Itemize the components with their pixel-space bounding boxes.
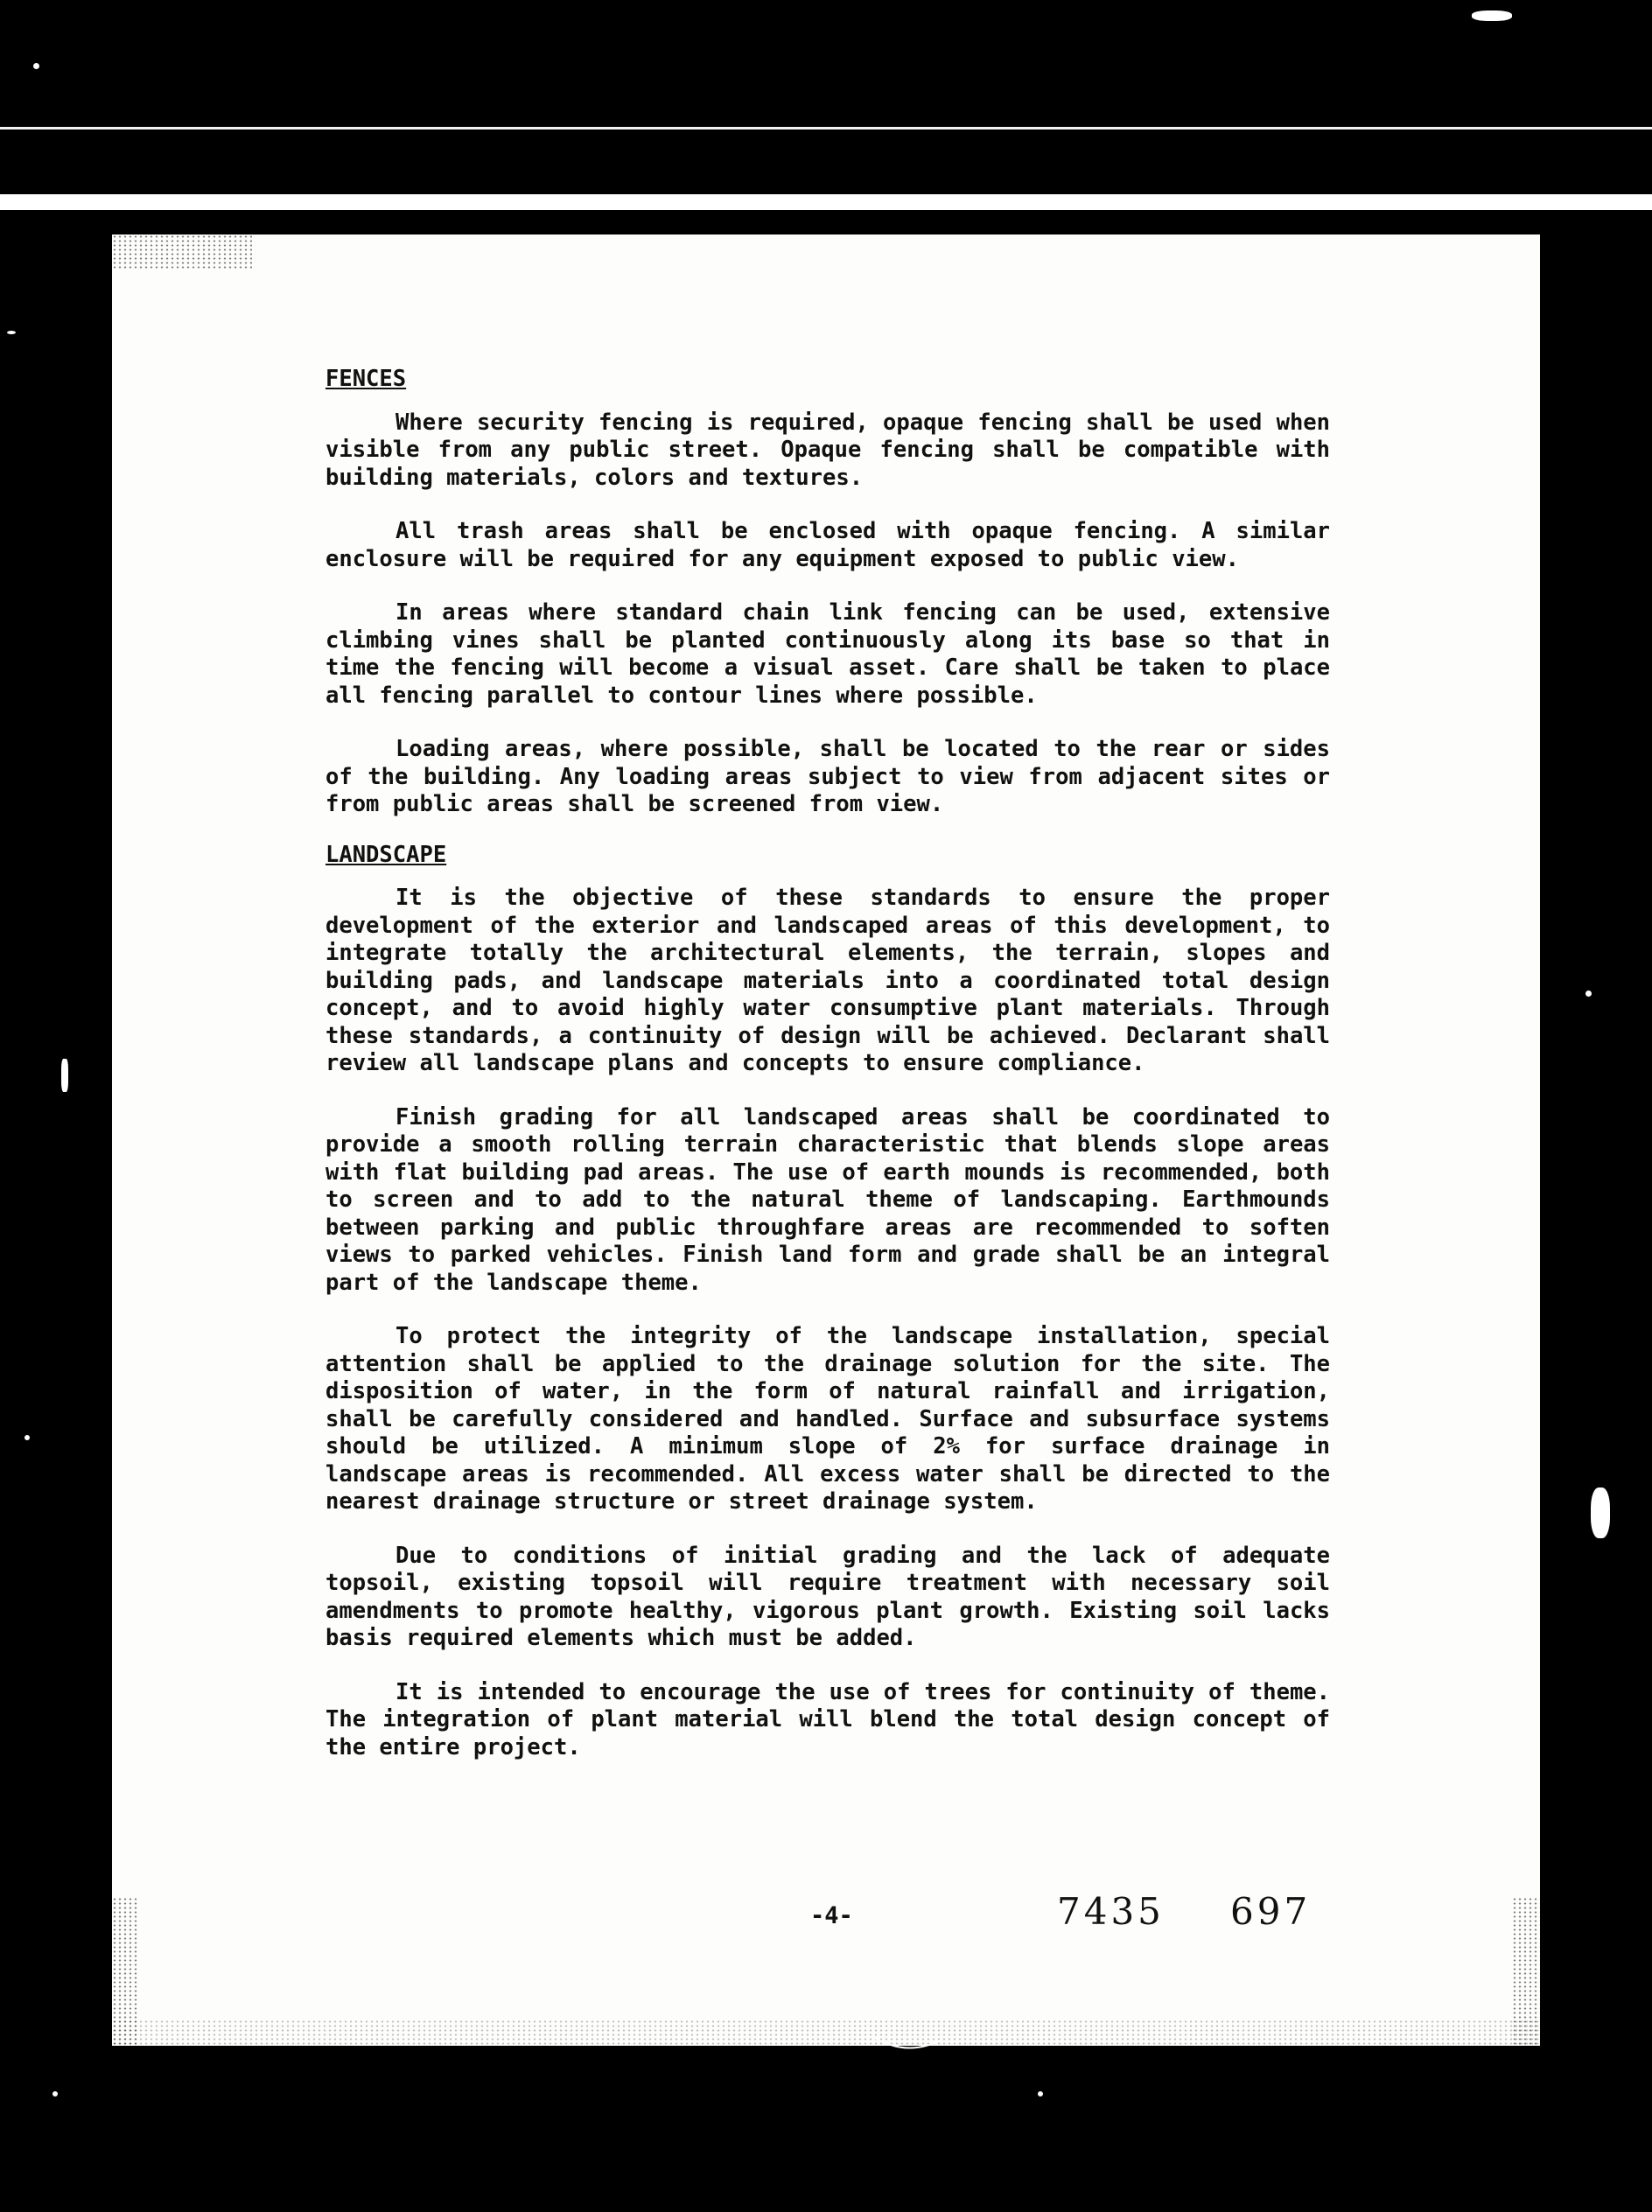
scan-speck bbox=[1586, 990, 1592, 997]
document-body bbox=[326, 366, 1330, 1788]
page-label: -4- bbox=[810, 1902, 853, 1929]
section-heading-fences: FENCES bbox=[326, 366, 407, 392]
scan-speck bbox=[52, 2091, 58, 2096]
paragraph: It is intended to encourage the use of trees for continuity of theme. The integration of plant material will blend the total design concept of the entire project. bbox=[326, 1678, 1330, 1760]
paragraph: It is the objective of these standards to ensure the proper development of the exterior and landscaped areas of this development, to integrate totally the architectural elements, the terrain, slopes and building pads, and landscape materials into a coordinated total design concept, and to avoid highly water consumptive plant materials. Through these standards, a continuity of design will be achieved. Declarant shall review all landscape plans and concepts to ensure compliance. bbox=[326, 885, 1330, 1076]
scan-speck bbox=[33, 63, 39, 69]
scan-speck bbox=[24, 1435, 30, 1440]
scan-speck bbox=[1591, 1488, 1610, 1538]
section-heading-landscape: LANDSCAPE bbox=[326, 841, 447, 868]
book-number: 7435 bbox=[1057, 1890, 1165, 1933]
scan-white-strip bbox=[0, 194, 1652, 210]
paragraph: Loading areas, where possible, shall be located to the rear or sides of the building. Any loading areas subject to view from adjacent sites or from public areas shall be screened from view. bbox=[326, 736, 1330, 817]
page-number: 697 bbox=[1230, 1890, 1312, 1933]
paragraph: To protect the integrity of the landscape installation, special attention shall be applied to the drainage solution for the site. The disposition of water, in the form of natural rainfall and irrigation, shall be carefully considered and handled. Surface and subsurface systems should be utilized. A minimum slope of 2% for surface drainage in landscape areas is recommended. All excess water shall be directed to the nearest drainage structure or street drainage system. bbox=[326, 1323, 1330, 1515]
paragraph: Where security fencing is required, opaque fencing shall be used when visible from any public street. Opaque fencing shall be compatible with building materials, colors and textures. bbox=[326, 409, 1330, 491]
scan-noise bbox=[112, 2020, 1540, 2046]
paragraph: Due to conditions of initial grading and the lack of adequate topsoil, existing topsoil will require treatment with necessary soil amendments to promote healthy, vigorous plant growth. Existing soil lacks basis required elements which must be added. bbox=[326, 1542, 1330, 1651]
scan-speck bbox=[1038, 2091, 1043, 2096]
scan-noise bbox=[112, 234, 252, 270]
scan-speck bbox=[7, 331, 16, 334]
scan-top-band bbox=[0, 127, 1652, 201]
paragraph: All trash areas shall be enclosed with opaque fencing. A similar enclosure will be required for any equipment exposed to public view. bbox=[326, 518, 1330, 572]
paragraph: Finish grading for all landscaped areas shall be coordinated to provide a smooth rolling terrain characteristic that blends slope areas with flat building pad areas. The use of earth mounds is recommended, both to screen and to add to the natural theme of landscaping. Earthmounds between parking and public throughfare areas are recommended to soften views to parked vehicles. Finish land form and grade shall be an integral part of the landscape theme. bbox=[326, 1103, 1330, 1296]
document-page bbox=[112, 234, 1540, 2046]
scan-speck bbox=[1472, 10, 1512, 21]
paragraph: In areas where standard chain link fencing can be used, extensive climbing vines shall be planted continuously along its base so that in time the fencing will become a visual asset. Care shall be taken to place all fencing parallel to contour lines where possible. bbox=[326, 599, 1330, 709]
scan-speck bbox=[61, 1059, 68, 1092]
scan-artifact-curve bbox=[873, 2034, 943, 2054]
